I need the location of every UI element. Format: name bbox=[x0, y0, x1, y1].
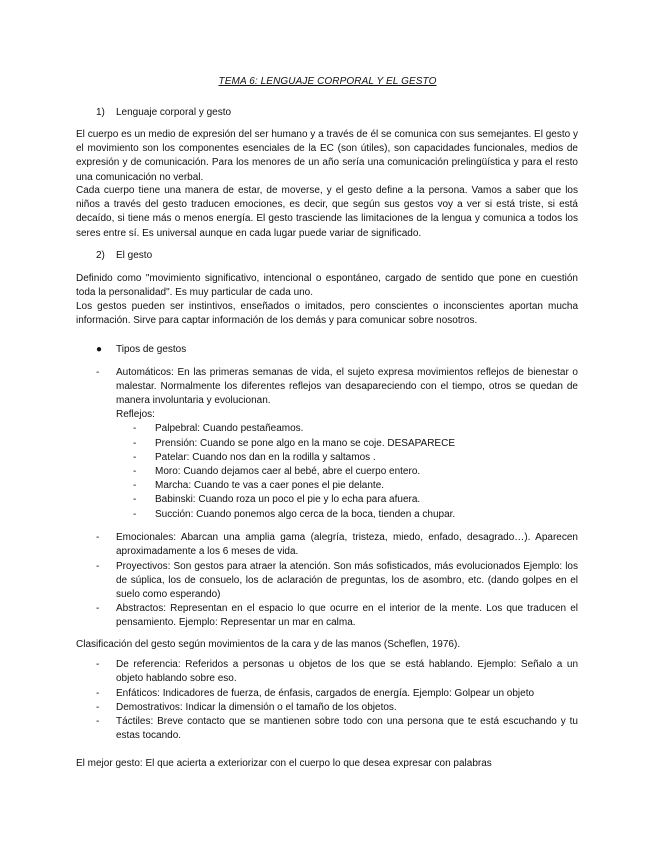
reflejo-item: - Succión: Cuando ponemos algo cerca de la boca, tienden a chupar. bbox=[133, 509, 456, 520]
paragraph-1: El cuerpo es un medio de expresión del ser humano y a través de él se comunica con sus semejantes. El gesto y el movimiento son los componentes esenciales de la EC (son útiles), son capacidades funcionales, medios de expresión y de comunicación. Para los menores de un año sería una comunicación prelingüística y para el resto una comunicación no verbal. bbox=[76, 129, 578, 183]
dash-marker: - bbox=[96, 702, 100, 713]
reflejo-item: - Babinski: Cuando roza un poco el pie y lo echa para afuera. bbox=[133, 494, 421, 505]
paragraph-4: Los gestos pueden ser instintivos, enseñados o imitados, pero conscientes o inconscientes aportan mucha información. Sirve para captar información de los demás y para comunicar sobre nosotros. bbox=[76, 301, 578, 327]
dash-marker: - bbox=[96, 532, 100, 543]
section-1-number: 1) bbox=[96, 107, 105, 118]
paragraph-2: Cada cuerpo tiene una manera de estar, de moverse, y el gesto define a la persona. Vamos a saber que los niños a través del gesto traducen emociones, es decir, que según sus gestos voy a ver si está triste, si está decaído, si tiene más o menos energía. El gesto trasciende las limitaciones de la lengua y comunica a todos los seres entre sí. Es universal aunque en cada lugar puede variar de significado. bbox=[76, 185, 578, 239]
list-item-automaticos bbox=[96, 366, 578, 409]
list-item-abstractos: - Abstractos: Representan en el espacio lo que ocurre en el interior de la mente. Los que traducen el pensamiento. Ejemplo: Representar un mar en calma. bbox=[96, 603, 578, 629]
dash-marker: - bbox=[96, 659, 100, 670]
dash-marker: - bbox=[96, 603, 100, 614]
reflejo-item: - Moro: Cuando dejamos caer al bebé, abre el cuerpo entero. bbox=[133, 466, 421, 477]
final-statement: El mejor gesto: El que acierta a exteriorizar con el cuerpo lo que desea expresar con palabras bbox=[76, 758, 492, 769]
bullet-icon: ● bbox=[96, 344, 103, 355]
dash-marker: - bbox=[96, 716, 100, 727]
reflejo-item: - Prensión: Cuando se pone algo en la mano se coje. DESAPARECE bbox=[133, 438, 455, 449]
dash-marker: - bbox=[96, 688, 100, 699]
reflejos-label: Reflejos: bbox=[116, 409, 155, 420]
list-item-referencia: - De referencia: Referidos a personas u objetos de los que se está hablando. Ejemplo: Señalo a un objeto hablando sobre eso. bbox=[96, 659, 578, 685]
list-item-proyectivos: - Proyectivos: Son gestos para atraer la atención. Son más sofisticados, más evolucionados Ejemplo: los de súplica, los de consuelo, los de aclaración de preguntas, los de asombro, etc. (dando golpes en el suelo como esperando) bbox=[96, 561, 578, 601]
list-item-enfaticos: - Enfáticos: Indicadores de fuerza, de énfasis, cargados de energía. Ejemplo: Golpear un objeto bbox=[96, 687, 578, 701]
document-title: TEMA 6: LENGUAJE CORPORAL Y EL GESTO bbox=[218, 76, 437, 87]
automaticos-text: Automáticos: En las primeras semanas de vida, el sujeto expresa movimientos reflejos de bienestar o malestar. Normalmente los diferentes reflejos van desapareciendo con el tiempo, otros se quedan de manera involuntaria y evolucionan. bbox=[116, 367, 578, 407]
list-item-tactiles: - Táctiles: Breve contacto que se mantienen sobre todo con una persona que te está escuchando y tu estas tocando. bbox=[96, 716, 578, 742]
section-2-heading bbox=[96, 249, 152, 263]
reflejo-item: - Marcha: Cuando te vas a caer pones el pie delante. bbox=[133, 480, 385, 491]
section-1-title: Lenguaje corporal y gesto bbox=[116, 107, 232, 118]
dash-marker: - bbox=[96, 367, 100, 378]
list-item-emocionales: - Emocionales: Abarcan una amplia gama (alegría, tristeza, miedo, enfado, desagrado…). Aparecen aproximadamente a los 6 meses de vida. bbox=[96, 532, 578, 558]
tipos-label: Tipos de gestos bbox=[116, 344, 187, 355]
clasificacion-heading: Clasificación del gesto según movimientos de la cara y de las manos (Scheflen, 1976). bbox=[76, 639, 461, 650]
section-1-heading bbox=[96, 106, 231, 120]
reflejo-item: - Patelar: Cuando nos dan en la rodilla y saltamos . bbox=[133, 452, 376, 463]
paragraph-3: Definido como "movimiento significativo, intencional o espontáneo, cargado de sentido que pone en cuestión toda la personalidad". Es muy particular de cada uno. bbox=[76, 273, 578, 299]
list-item-demostrativos: - Demostrativos: Indicar la dimensión o el tamaño de los objetos. bbox=[96, 701, 578, 715]
section-2-number: 2) bbox=[96, 250, 105, 261]
reflejo-item: - Palpebral: Cuando pestañeamos. bbox=[133, 423, 304, 434]
tipos-heading bbox=[96, 343, 186, 357]
dash-marker: - bbox=[96, 561, 100, 572]
section-2-title: El gesto bbox=[116, 250, 153, 261]
